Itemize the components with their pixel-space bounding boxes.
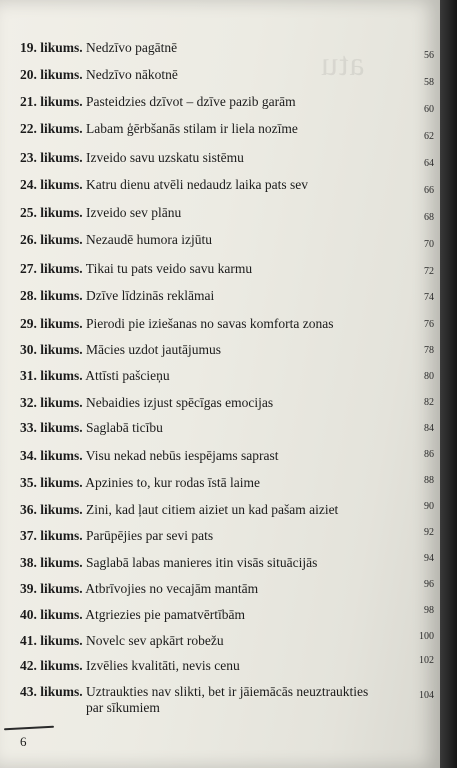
- toc-page-number: 86: [424, 449, 434, 460]
- law-number: 20. likums.: [20, 67, 83, 82]
- toc-entry: [0, 261, 440, 287]
- toc-entry-text: [20, 581, 380, 597]
- toc-page-number: 66: [424, 185, 434, 196]
- law-number: 37. likums.: [20, 528, 83, 543]
- book-spine-edge: [440, 0, 457, 768]
- law-title: Saglabā ticību: [86, 420, 163, 435]
- toc-page-number: 94: [424, 553, 434, 564]
- law-title: Izveido sev plānu: [86, 205, 182, 220]
- law-title: Apzinies to, kur rodas īstā laime: [85, 475, 261, 490]
- law-number: 28. likums.: [20, 288, 83, 303]
- toc-page-number: 96: [424, 579, 434, 590]
- law-number: 34. likums.: [20, 448, 83, 463]
- toc-page-number: 72: [424, 266, 434, 277]
- law-number: 30. likums.: [20, 342, 83, 357]
- law-number: 32. likums.: [20, 395, 83, 410]
- law-number: 38. likums.: [20, 555, 83, 570]
- law-number: 26. likums.: [20, 232, 83, 247]
- toc-entry-text: [20, 261, 380, 277]
- toc-entry: [0, 94, 440, 120]
- law-number: 42. likums.: [20, 658, 83, 673]
- toc-entry-text: [20, 448, 380, 464]
- toc-page-number: 74: [424, 292, 434, 303]
- toc-page-number: 76: [424, 319, 434, 330]
- toc-entry: [0, 555, 440, 581]
- law-title: Nebaidies izjust spēcīgas emocijas: [86, 395, 274, 410]
- law-title: Mācies uzdot jautājumus: [86, 342, 221, 357]
- toc-page-number: 98: [424, 605, 434, 616]
- toc-entry: [0, 368, 440, 394]
- toc-entry-text: [20, 502, 380, 518]
- toc-entry: [0, 342, 440, 368]
- toc-entry-text: [20, 177, 380, 193]
- toc-entry: [0, 475, 440, 501]
- toc-entry-text: [20, 368, 380, 384]
- toc-page-number: 62: [424, 131, 434, 142]
- toc-entry: [0, 232, 440, 258]
- toc-entry-text: [20, 658, 380, 674]
- law-number: 41. likums.: [20, 633, 83, 648]
- toc-page-number: 80: [424, 371, 434, 382]
- law-number: 31. likums.: [20, 368, 83, 383]
- law-title: Izvēlies kvalitāti, nevis cenu: [86, 658, 240, 673]
- law-number: 35. likums.: [20, 475, 83, 490]
- law-title: Atbrīvojies no vecajām mantām: [85, 581, 259, 596]
- toc-entry-text: [20, 288, 380, 304]
- toc-entry-text: [20, 475, 380, 491]
- toc-page-number: 82: [424, 397, 434, 408]
- law-title: Attīsti pašcieņu: [85, 368, 170, 383]
- toc-entry: [0, 581, 440, 607]
- law-title: Dzīve līdzinās reklāmai: [86, 288, 215, 303]
- law-number: 43. likums.: [20, 684, 83, 699]
- toc-entry: [0, 395, 440, 421]
- law-title: Pasteidzies dzīvot – dzīve pazib garām: [86, 94, 296, 109]
- toc-entry: [0, 121, 440, 147]
- toc-entry: [0, 607, 440, 633]
- toc-entry: [0, 502, 440, 528]
- law-number: 36. likums.: [20, 502, 83, 517]
- law-number: 29. likums.: [20, 316, 83, 331]
- law-title: Izveido savu uzskatu sistēmu: [86, 150, 244, 165]
- toc-entry-text: [20, 205, 380, 221]
- toc-entry: [0, 633, 440, 659]
- toc-page-number: 102: [419, 655, 434, 666]
- toc-page-number: 90: [424, 501, 434, 512]
- toc-entry-text: [20, 121, 380, 137]
- law-number: 22. likums.: [20, 121, 83, 136]
- toc-entry: [0, 528, 440, 554]
- law-number: 19. likums.: [20, 40, 83, 55]
- bleed-through-heading: atu: [320, 46, 365, 83]
- law-title: Katru dienu atvēli nedaudz laika pats sev: [86, 177, 308, 192]
- law-title: Pierodi pie iziešanas no savas komforta zonas: [86, 316, 334, 331]
- toc-entry: [0, 177, 440, 203]
- law-title: Visu nekad nebūs iespējams saprast: [85, 448, 279, 463]
- law-title: Novelc sev apkārt robežu: [86, 633, 224, 648]
- toc-page-number: 88: [424, 475, 434, 486]
- law-title: Uztraukties nav slikti, bet ir jāiemācās neuztraukties: [86, 684, 369, 699]
- toc-entry: [0, 150, 440, 176]
- toc-entry: [0, 684, 440, 715]
- law-title: Nezaudē humora izjūtu: [86, 232, 212, 247]
- toc-entry-text: [20, 528, 380, 544]
- law-title: Saglabā labas manieres itin visās situācijās: [86, 555, 318, 570]
- toc-page-number: 68: [424, 212, 434, 223]
- toc-entry-text: [20, 40, 380, 56]
- toc-page-number: 92: [424, 527, 434, 538]
- law-title: Parūpējies par sevi pats: [86, 528, 214, 543]
- law-title: Atgriezies pie pamatvērtībām: [85, 607, 245, 622]
- toc-entry: [0, 420, 440, 446]
- toc-entry: [0, 288, 440, 314]
- toc-page-number: 70: [424, 239, 434, 250]
- law-number: 39. likums.: [20, 581, 83, 596]
- law-title-continuation: par sīkumiem: [86, 700, 160, 715]
- toc-entry-text: [20, 342, 380, 358]
- law-title: Zini, kad ļaut citiem aiziet un kad pašam aiziet: [86, 502, 339, 517]
- toc-entry-text: [20, 316, 380, 332]
- toc-entry: [0, 655, 440, 684]
- law-number: 23. likums.: [20, 150, 83, 165]
- toc-entry-text: [20, 555, 380, 571]
- toc-entry-text: [20, 94, 380, 110]
- law-number: 21. likums.: [20, 94, 83, 109]
- toc-entry-text: [20, 607, 380, 623]
- toc-page-number: 78: [424, 345, 434, 356]
- law-number: 40. likums.: [20, 607, 83, 622]
- toc-entry-text: [20, 232, 380, 248]
- law-title: Tikai tu pats veido savu karmu: [85, 261, 253, 276]
- toc-entry: [0, 316, 440, 342]
- law-title: Labam ģērbšanās stilam ir liela nozīme: [86, 121, 298, 136]
- law-number: 25. likums.: [20, 205, 83, 220]
- page-number: 6: [20, 734, 27, 749]
- toc-page-number: 100: [419, 631, 434, 642]
- toc-page-number: 84: [424, 423, 434, 434]
- toc-page-number: 58: [424, 77, 434, 88]
- toc-entry: [0, 205, 440, 231]
- law-title: Nedzīvo nākotnē: [86, 67, 178, 82]
- law-number: 27. likums.: [20, 261, 83, 276]
- toc-entry-text: [20, 67, 380, 83]
- toc-page-number: 104: [419, 690, 434, 701]
- toc-page-number: 56: [424, 50, 434, 61]
- toc-page-number: 60: [424, 104, 434, 115]
- toc-page-number: 64: [424, 158, 434, 169]
- toc-entry-text: [20, 150, 380, 166]
- toc-entry-text: [20, 395, 380, 411]
- toc-entry-text: [20, 684, 380, 716]
- law-title: Nedzīvo pagātnē: [86, 40, 178, 55]
- footer-rule: [4, 726, 54, 731]
- toc-entry-text: [20, 420, 380, 436]
- law-number: 24. likums.: [20, 177, 83, 192]
- law-number: 33. likums.: [20, 420, 83, 435]
- toc-entry-text: [20, 633, 380, 649]
- toc-entry: [0, 448, 440, 474]
- toc-entry: [0, 67, 440, 93]
- toc-entry: [0, 40, 440, 66]
